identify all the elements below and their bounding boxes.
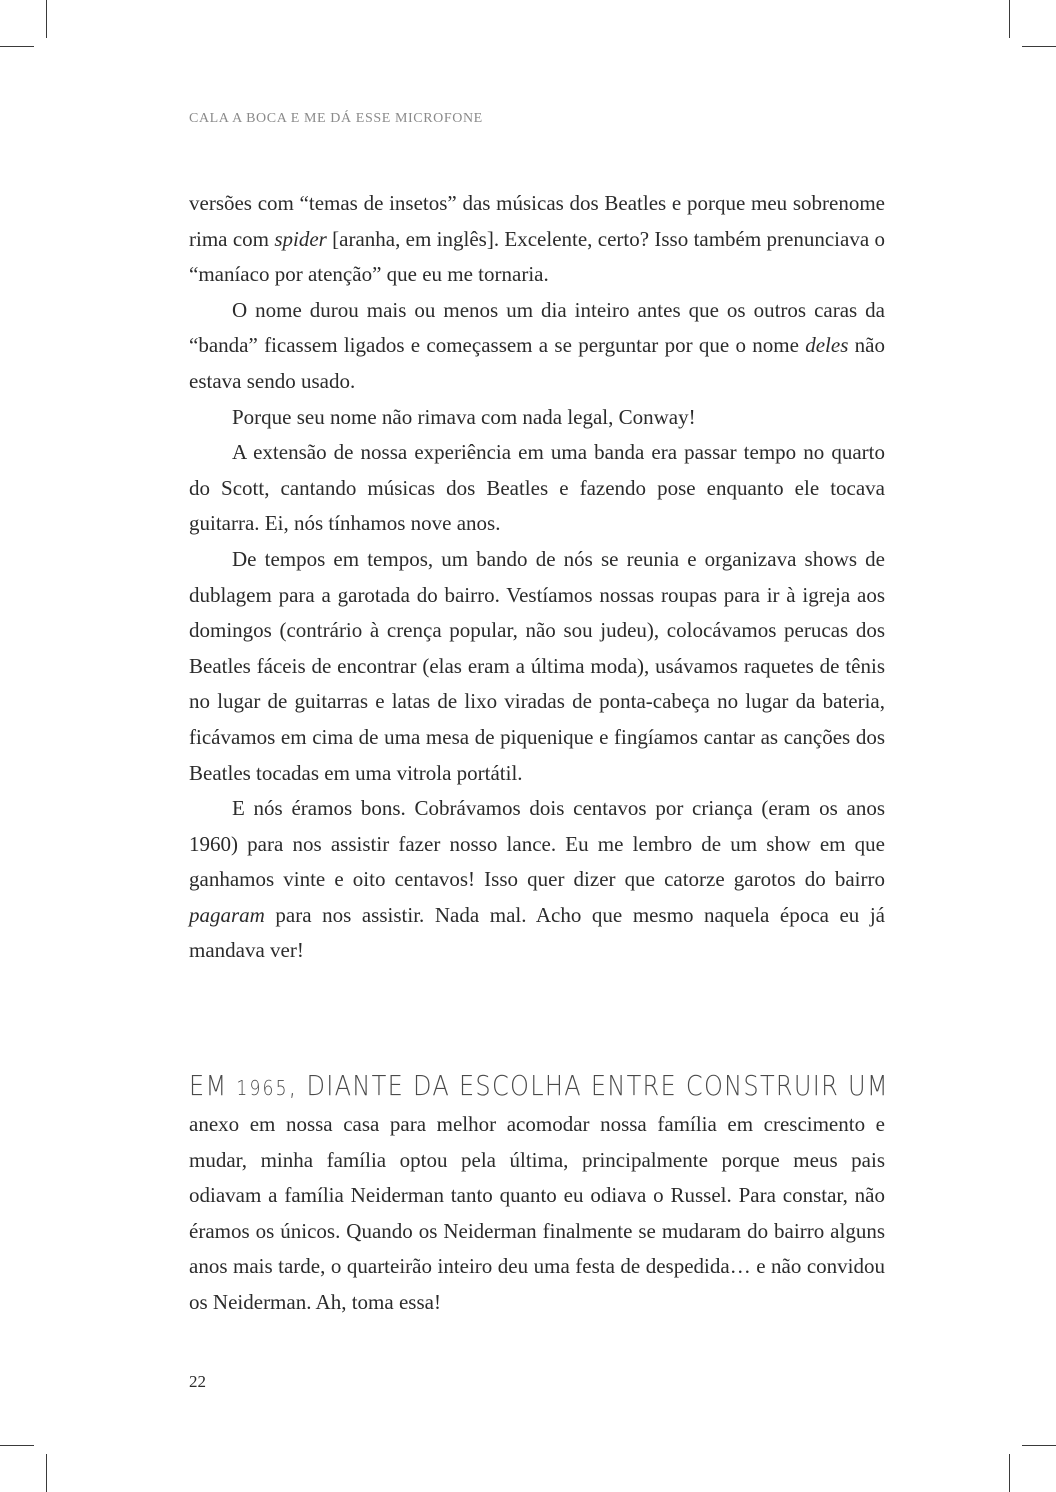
paragraph-1: versões com “temas de insetos” das músicas dos Beatles e porque meu sobrenome rima com spider [aranha, em inglês]. Excelente, certo? Isso também prenunciava o “maníaco por atenção” que eu me tornaria. [189,191,885,287]
handwritten-year: 1965 [236,1076,289,1100]
crop-mark-bottom-left-vertical [46,1454,47,1492]
emphasis-pagaram: pagaram [189,902,265,927]
crop-mark-top-left-vertical [46,0,47,38]
section-paragraph-1: anexo em nossa casa para melhor acomodar nossa família em crescimento e mudar, minha família optou pela última, principalmente porque meus pais odiavam a família Neiderman tanto quanto eu odiava o Russel. Para constar, não éramos os únicos. Quando os Neiderman finalmente se mudaram do bairro alguns anos mais tarde, o quarteirão inteiro deu uma festa de despedida… e não convidou os Neiderman. Ah, toma essa! [189,1112,885,1314]
crop-mark-bottom-right-vertical [1009,1454,1010,1492]
handwritten-section-opener: EM 1965, DIANTE DA ESCOLHA ENTRE CONSTRUIR UM [189,1069,889,1102]
crop-mark-top-left-horizontal [0,46,34,47]
crop-mark-bottom-left-horizontal [0,1445,34,1446]
crop-mark-top-right-horizontal [1022,46,1056,47]
crop-mark-bottom-right-horizontal [1022,1445,1056,1446]
paragraph-5: De tempos em tempos, um bando de nós se reunia e organizava shows de dublagem para a garotada do bairro. Vestíamos nossas roupas para ir à igreja aos domingos (contrário à crença popular, não sou judeu), colocávamos perucas dos Beatles fáceis de encontrar (elas eram a última moda), usávamos raquetes de tênis no lugar de guitarras e latas de lixo viradas de ponta-cabeça no lugar da bateria, ficávamos em cima de uma mesa de piquenique e fingíamos cantar as canções dos Beatles tocadas em uma vitrola portátil. [189,546,885,785]
emphasis-deles: deles [805,333,849,358]
emphasis-spider: spider [274,226,327,251]
paragraph-2: O nome durou mais ou menos um dia inteiro antes que os outros caras da “banda” ficassem ligados e começassem a se perguntar por que o nome deles não estava sendo usado. [189,297,885,393]
page-number: 22 [189,1372,206,1391]
paragraph-4: A extensão de nossa experiência em uma banda era passar tempo no quarto do Scott, cantando músicas dos Beatles e fazendo pose enquanto ele tocava guitarra. Ei, nós tínhamos nove anos. [189,440,885,536]
section-text [189,1107,885,1321]
crop-mark-top-right-vertical [1009,0,1010,38]
paragraph-3: Porque seu nome não rimava com nada legal, Conway! [232,404,696,429]
main-text [189,186,885,969]
paragraph-6: E nós éramos bons. Cobrávamos dois centavos por criança (eram os anos 1960) para nos assistir fazer nosso lance. Eu me lembro de um show em que ganhamos vinte e oito centavos! Isso quer dizer que catorze garotos do bairro pagaram para nos assistir. Nada mal. Acho que mesmo naquela época eu já mandava ver! [189,796,885,963]
running-head: CALA A BOCA E ME DÁ ESSE MICROFONE [189,111,483,126]
